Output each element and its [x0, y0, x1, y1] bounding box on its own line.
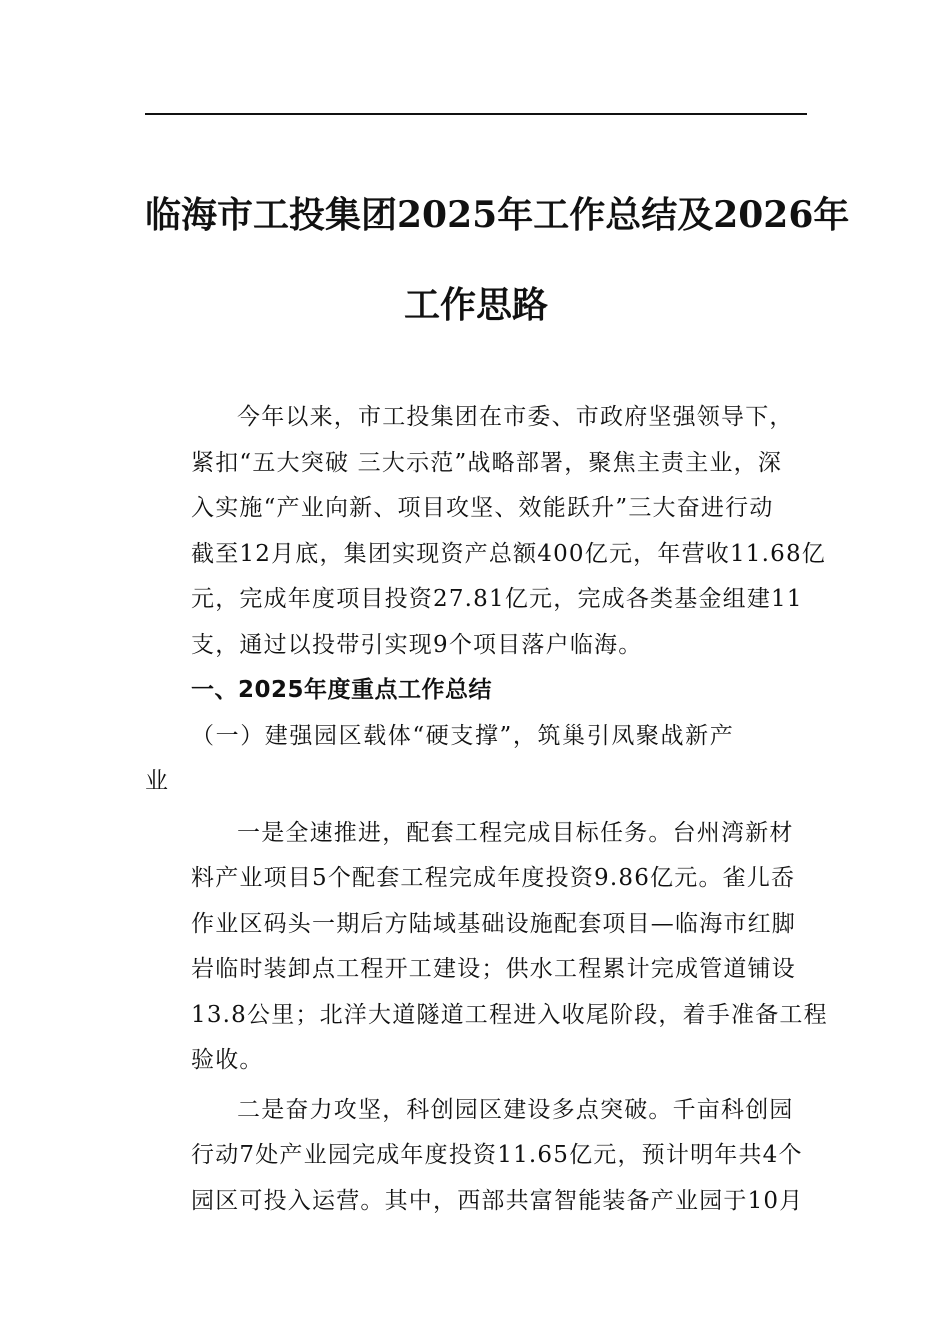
- document-body: [145, 395, 828, 1224]
- document-title: [145, 170, 850, 350]
- text-line: 一是全速推进，配套工程完成目标任务。台州湾新材: [237, 819, 794, 846]
- header-rule: [145, 113, 807, 115]
- section-heading: 一、2025年度重点工作总结: [191, 677, 493, 703]
- body-paragraph: [145, 811, 828, 1084]
- text-line: 截至12月底，集团实现资产总额400亿元，年营收11.68亿: [191, 540, 827, 567]
- text-line: 行动7处产业园完成年度投资11.65亿元，预计明年共4个: [191, 1142, 803, 1168]
- text-line: 支，通过以投带引实现9个项目落户临海。: [191, 631, 643, 658]
- text-line: 13.8公里；北洋大道隧道工程进入收尾阶段，着手准备工程: [191, 1001, 828, 1028]
- title-line: 临海市工投集团2025年工作总结及2026年: [145, 194, 850, 236]
- intro-paragraph: [145, 395, 827, 668]
- text-line: 岩临时装卸点工程开工建设；供水工程累计完成管道铺设: [191, 956, 796, 982]
- text-line: 二是奋力攻坚，科创园区建设多点突破。千亩科创园: [237, 1096, 794, 1123]
- text-line: 元，完成年度项目投资27.81亿元，完成各类基金组建11: [191, 586, 803, 612]
- text-line: 料产业项目5个配套工程完成年度投资9.86亿元。雀儿岙: [191, 865, 796, 891]
- text-line: 紧扣“五大突破 三大示范”战略部署，聚焦主责主业，深: [191, 449, 783, 476]
- text-line: 验收。: [191, 1047, 264, 1073]
- text-line: 园区可投入运营。其中，西部共富智能装备产业园于10月: [191, 1187, 804, 1214]
- text-line: 业: [145, 768, 170, 794]
- text-line: 入实施“产业向新、项目攻坚、效能跃升”三大奋进行动: [191, 495, 774, 521]
- text-line: 今年以来，市工投集团在市委、市政府坚强领导下，: [237, 404, 794, 430]
- body-paragraph: [145, 1088, 807, 1225]
- subsection-heading: [145, 714, 807, 805]
- title-line: 工作思路: [403, 284, 548, 326]
- text-line: 作业区码头一期后方陆域基础设施配套项目—临海市红脚: [191, 910, 796, 937]
- text-line: （一）建强园区载体“硬支撑”，筑巢引凤聚战新产: [191, 722, 735, 749]
